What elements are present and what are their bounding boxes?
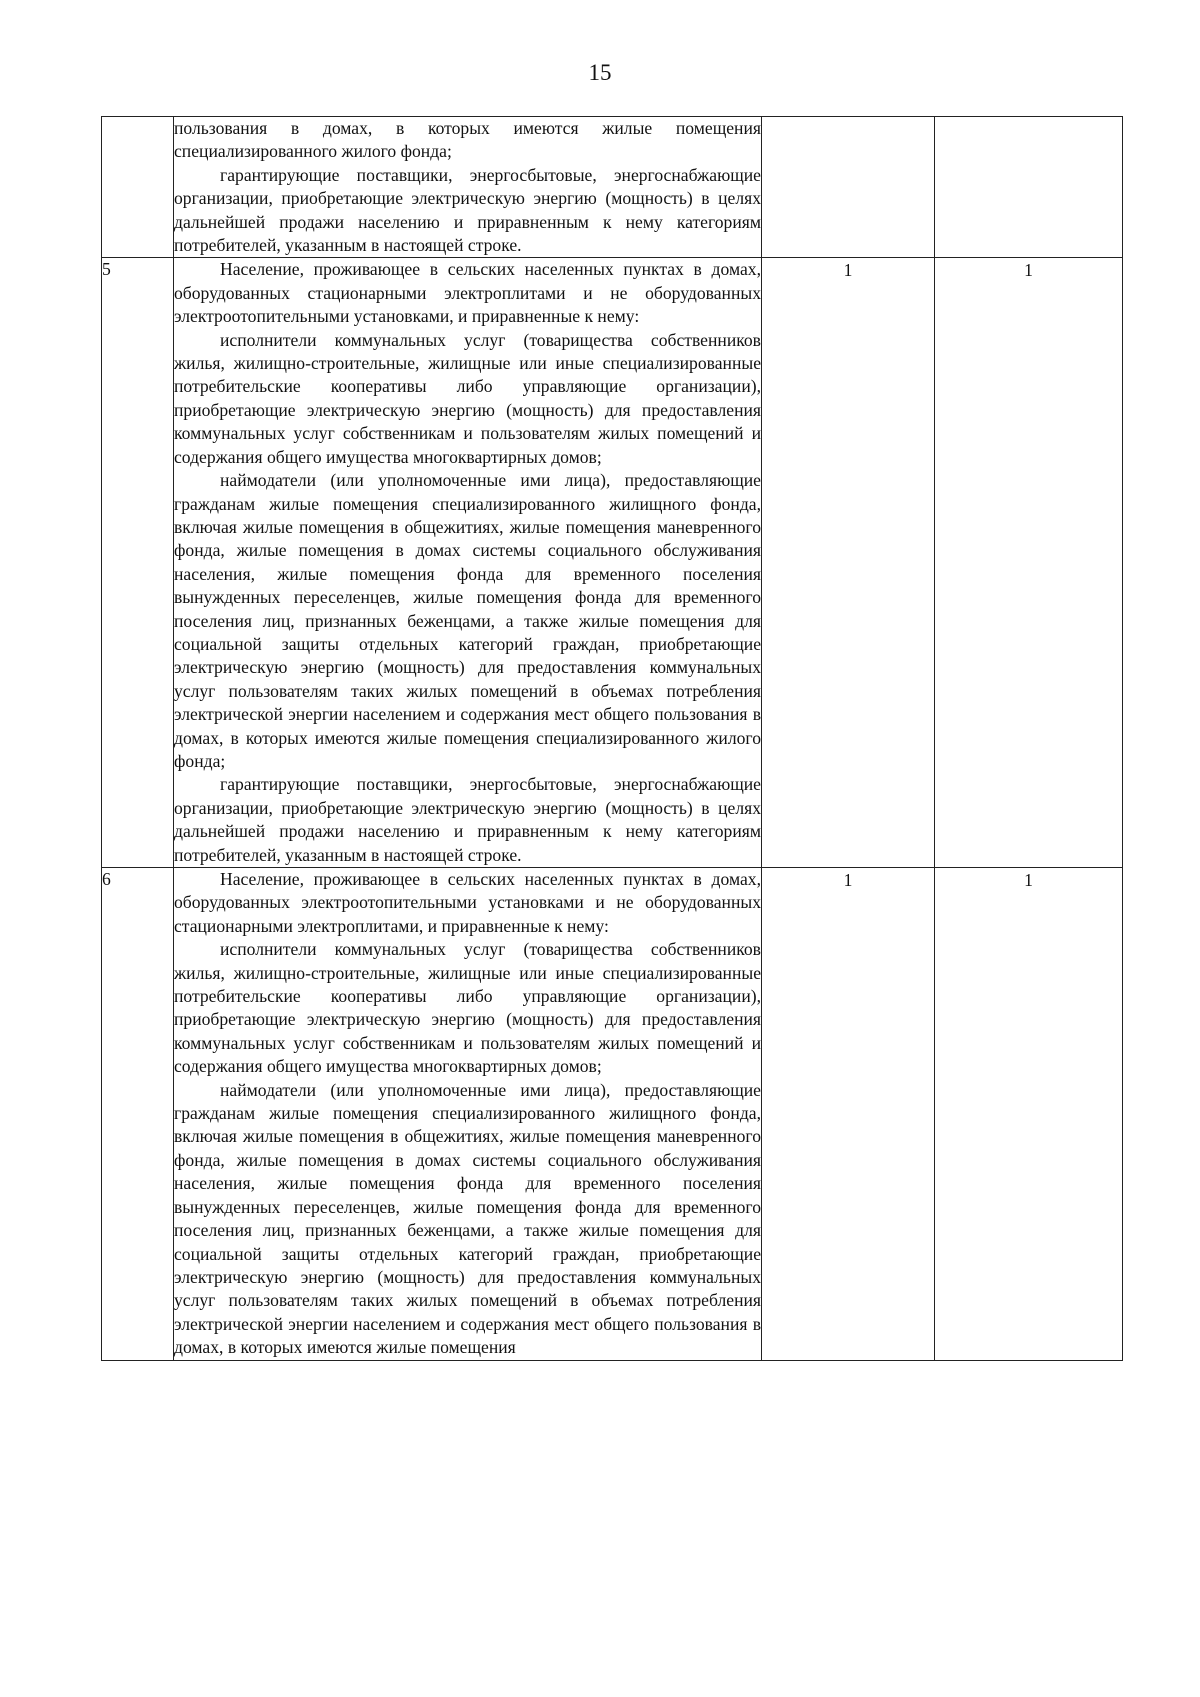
value-2: 1 [1024,870,1033,890]
row-description-cell [174,117,762,258]
paragraph: наймодатели (или уполномоченные ими лица), предоставляющие гражданам жилые помещения специализированного жилищного фонда, включая жилые помещения в общежитиях, жилые помещения маневренного фонда, жилые помещения в домах системы социального обслуживания населения, жилые помещения фонда для временного поселения вынужденных переселенцев, жилые помещения фонда для временного поселения лиц, признанных беженцами, а также жилые помещения для социальной защиты отдельных категорий граждан, приобретающие электрическую энергию (мощность) для предоставления коммунальных услуг пользователям таких жилых помещений в объемах потребления электрической энергии населением и содержания мест общего пользования в домах, в которых имеются жилые помещения [174,1079,761,1358]
value-cell-2 [935,117,1123,258]
table-row [102,868,1123,1361]
value-cell-2 [935,258,1123,868]
value-1 [762,117,934,118]
row-description-cell [174,258,762,868]
value-cell-2 [935,868,1123,1361]
value-2: 1 [1024,260,1033,281]
row-number-cell [102,117,174,258]
row-description-cell [174,868,762,1361]
value-1: 1 [843,260,853,281]
paragraph: исполнители коммунальных услуг (товарищества собственников жилья, жилищно-строительные, жилищные или иные специализированные потребительские кооперативы либо управляющие организации), приобретающие электрическую энергию (мощность) для предоставления коммунальных услуг собственникам и пользователям жилых помещений и содержания общего имущества многоквартирных домов; [174,939,761,1077]
value-cell-1 [762,258,935,868]
paragraph: гарантирующие поставщики, энергосбытовые, энергоснабжающие организации, приобретающие электрическую энергию (мощность) в целях дальнейшей продажи населению и приравненным к нему категориям потребителей, указанным в настоящей строке. [174,164,761,256]
paragraph: наймодатели (или уполномоченные ими лица), предоставляющие гражданам жилые помещения специализированного жилищного фонда, включая жилые помещения в общежитиях, жилые помещения маневренного фонда, жилые помещения в домах системы социального обслуживания населения, жилые помещения фонда для временного поселения вынужденных переселенцев, жилые помещения фонда для временного поселения лиц, признанных беженцами, а также жилые помещения для социальной защиты отдельных категорий граждан, приобретающие электрическую энергию (мощность) для предоставления коммунальных услуг пользователям таких жилых помещений в объемах потребления электрической энергии населением и содержания мест общего пользования в домах, в которых имеются жилые помещения специализированного жилого фонда; [174,470,761,771]
value-1: 1 [843,870,853,890]
paragraph: исполнители коммунальных услуг (товарищества собственников жилья, жилищно-строительные, жилищные или иные специализированные потребительские кооперативы либо управляющие организации), приобретающие электрическую энергию (мощность) для предоставления коммунальных услуг собственникам и пользователям жилых помещений и содержания общего имущества многоквартирных домов; [174,329,761,467]
tariff-table [101,116,1123,1361]
table-row [102,258,1123,868]
row-number-cell: 6 [102,868,174,1361]
paragraph: Население, проживающее в сельских населенных пунктах в домах, оборудованных электроотопительными установками и не оборудованных стационарными электроплитами, и приравненные к нему: [174,869,761,936]
value-cell-1 [762,868,935,1361]
value-cell-1 [762,117,935,258]
paragraph: гарантирующие поставщики, энергосбытовые, энергоснабжающие организации, приобретающие электрическую энергию (мощность) в целях дальнейшей продажи населению и приравненным к нему категориям потребителей, указанным в настоящей строке. [174,774,761,865]
paragraph: Население, проживающее в сельских населенных пунктах в домах, оборудованных стационарными электроплитами и не оборудованных электроотопительными установками, и приравненные к нему: [174,259,761,327]
paragraph: пользования в домах, в которых имеются жилые помещения специализированного жилого фонда; [174,118,761,162]
page-number: 15 [588,60,612,85]
value-2 [935,117,1122,118]
table-row [102,117,1123,258]
row-number-cell: 5 [102,258,174,868]
